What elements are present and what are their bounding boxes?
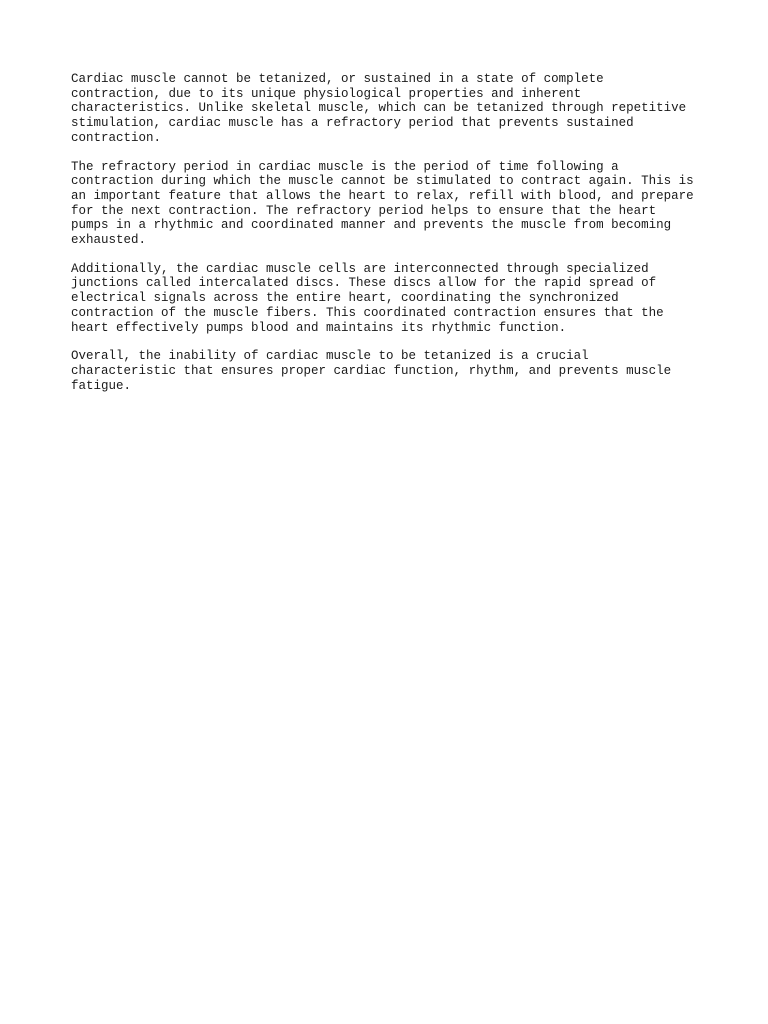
paragraph-3: Additionally, the cardiac muscle cells are interconnected through specialized junctions called intercalated discs. These discs allow for the rapid spread of electrical signals across the entire heart, coordinating the synchronized contraction of the muscle fibers. This coordinated contraction ensures that the heart effectively pumps blood and maintains its rhythmic function. [71, 261, 664, 335]
document-body [71, 72, 711, 407]
paragraph-4: Overall, the inability of cardiac muscle to be tetanized is a crucial characteristic that ensures proper cardiac function, rhythm, and prevents muscle fatigue. [71, 349, 672, 393]
paragraph-1: Cardiac muscle cannot be tetanized, or sustained in a state of complete contraction, due to its unique physiological properties and inherent characteristics. Unlike skeletal muscle, which can be tetanized through repetitive stimulation, cardiac muscle has a refractory period that prevents sustained contraction. [71, 72, 687, 145]
paragraph-2: The refractory period in cardiac muscle is the period of time following a contraction during which the muscle cannot be stimulated to contract again. This is an important feature that allows the heart to relax, refill with blood, and prepare for the next contraction. The refractory period helps to ensure that the heart pumps in a rhythmic and coordinated manner and prevents the muscle from becoming exhausted. [71, 159, 694, 248]
